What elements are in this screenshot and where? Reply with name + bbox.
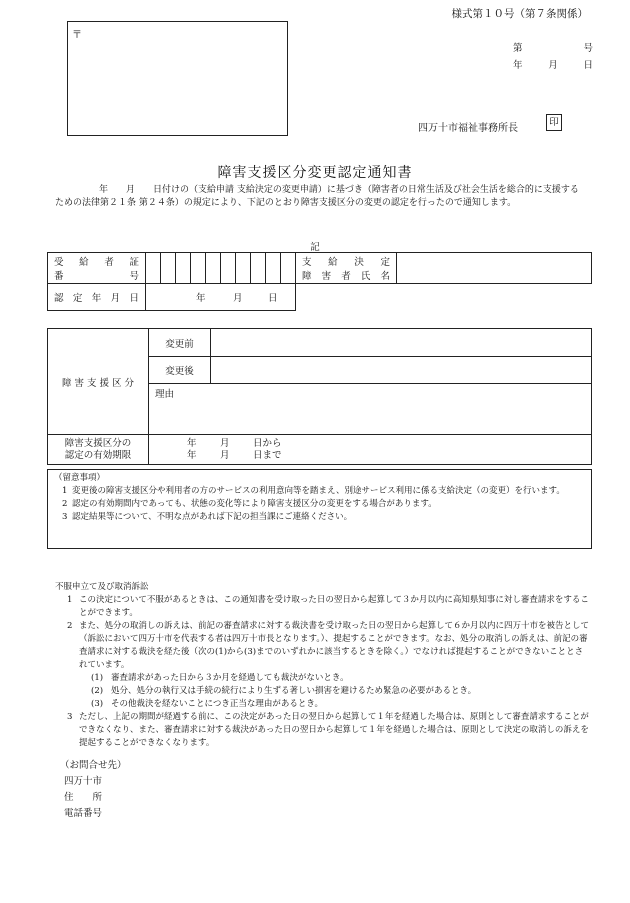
document-number — [513, 40, 593, 54]
appeal-paragraph: 1 この決定について不服があるときは、この通知書を受け取った日の翌日から起算して３か月以内に高知県知事に対し審査請求をすることができます。 — [67, 595, 589, 618]
recipient-name-field[interactable] — [397, 253, 592, 284]
notes-box — [47, 469, 592, 549]
issue-year: 年 — [513, 60, 523, 71]
appeal-sub-item: (2) 処分、処分の執行又は手続の続行により生ずる著しい損害を避けるため緊急の必要があるとき。 — [91, 686, 477, 696]
reason-field[interactable] — [149, 384, 592, 435]
appeal-sub-item: (3) その他裁決を経ないことにつき正当な理由があるとき。 — [91, 699, 323, 709]
recipient-number-digit[interactable] — [191, 253, 206, 284]
contact-address-label: 住 所 — [64, 792, 103, 803]
empty-cell — [296, 284, 592, 311]
issuer-name: 四万十市福祉事務所長 — [418, 123, 518, 134]
after-value-field[interactable] — [211, 357, 592, 384]
document-title: 障害支援区分変更認定通知書 — [217, 165, 413, 181]
after-label: 変更後 — [149, 357, 211, 384]
recipient-number-digit[interactable] — [206, 253, 221, 284]
address-window — [67, 21, 288, 136]
notes-heading: （留意事項） — [54, 473, 106, 483]
cert-date-field[interactable]: 年 月 日 — [146, 284, 296, 311]
seal-stamp: 印 — [546, 114, 562, 131]
decision-name-label: 支 給 決 定 障 害 者 氏 名 — [296, 253, 397, 284]
form-number: 様式第１０号（第７条関係） — [451, 8, 588, 20]
notes-item: 1 変更後の障害支援区分や利用者の方のサービスの利用意向等を踏まえ、別途サービス利用に係る支給決定（の変更）を行います。 — [62, 486, 565, 496]
reason-label: 理由 — [155, 389, 175, 400]
appeal-section — [55, 581, 590, 750]
category-table — [47, 328, 592, 465]
postal-mark: 〒 — [72, 30, 82, 41]
recipient-number-digit[interactable] — [176, 253, 191, 284]
before-label: 変更前 — [149, 329, 211, 357]
contact-org: 四万十市 — [64, 776, 103, 787]
recipient-number-digit[interactable] — [161, 253, 176, 284]
issue-day: 日 — [583, 60, 593, 71]
recipient-number-digit[interactable] — [146, 253, 161, 284]
recipient-number-digit[interactable] — [251, 253, 266, 284]
recipient-number-digit[interactable] — [266, 253, 281, 284]
validity-period[interactable]: 年 月 日から 年 月 日まで — [149, 435, 592, 465]
recipient-number-digit[interactable] — [236, 253, 251, 284]
ki-marker: 記 — [310, 242, 320, 253]
appeal-heading: 不服申立て及び取消訴訟 — [55, 582, 149, 592]
recipient-number-digit[interactable] — [221, 253, 236, 284]
contact-heading: （お問合せ先） — [60, 760, 127, 771]
recipient-number-label: 受 給 者 証 番 号 — [48, 253, 146, 284]
recipient-number-digit[interactable] — [281, 253, 296, 284]
doc-number-suffix: 号 — [583, 43, 593, 54]
before-value-field[interactable] — [211, 329, 592, 357]
appeal-sub-item: (1) 審査請求があった日から３か月を経過しても裁決がないとき。 — [91, 673, 349, 683]
category-label: 障 害 支 援 区 分 — [48, 329, 149, 435]
issue-date — [513, 57, 593, 71]
recipient-table — [47, 252, 592, 311]
contact-block — [60, 758, 127, 822]
cert-date-label: 認 定 年 月 日 — [48, 284, 146, 311]
doc-number-label: 第 — [513, 43, 523, 54]
intro-paragraph: 年 月 日付けの（支給申請 支給決定の変更申請）に基づき（障害者の日常生活及び社会生活を総合的に支援するための法律第２１条 第２４条）の規定により、下記のとおり障害支援区分の変更の認定を行ったので通知します。 — [55, 185, 579, 208]
issue-month: 月 — [548, 60, 558, 71]
appeal-paragraph: 3 ただし、上記の期間が経過する前に、この決定があった日の翌日から起算して１年を経過した場合は、原則として審査請求することができなくなり、また、審査請求に対する裁決があった日の翌日から起算して１年を経過した場合は、原則として決定の取消しの訴えを提起することができなくなります。 — [67, 712, 589, 748]
validity-label: 障害支援区分の 認定の有効期限 — [48, 435, 149, 465]
notes-item: 3 認定結果等について、不明な点があれば下記の担当課にご連絡ください。 — [62, 512, 353, 522]
contact-phone-label: 電話番号 — [64, 808, 103, 819]
notes-item: 2 認定の有効期間内であっても、状態の変化等により障害支援区分の変更をする場合があります。 — [62, 499, 437, 509]
appeal-paragraph: 2 また、処分の取消しの訴えは、前記の審査請求に対する裁決書を受け取った日の翌日から起算して６か月以内に四万十市を被告として（訴訟において四万十市を代表する者は四万十市長となります。）、提起することができます。なお、処分の取消しの訴えは、前記の審査請求に対する裁決を経た後（次の(1)から(3)までのいずれかに該当するときを除く。）でなければ提起することができないこととされています。 — [67, 621, 590, 670]
